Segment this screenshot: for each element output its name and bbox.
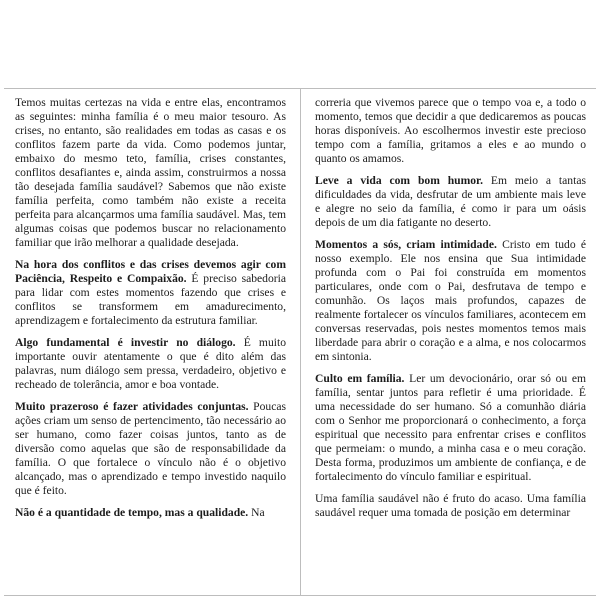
left-column [15, 96, 286, 528]
text-worship: Ler um devocionário, orar só ou em família, sentar juntos para refletir é uma prioridade. É uma necessidade do ser humano. Só a comunhão diária com o Senhor me proporcionará o conhecimento, a força espiritual que necessito para enfrentar crises e conflitos que permeiam: o mundo, a minha casa e o meu coração. Desta forma, produzimos um ambiente de confiança, e de fortalecimento do vínculo familiar e espiritual. [315, 372, 587, 483]
heading-activities: Muito prazeroso é fazer atividades conjuntas. [15, 400, 249, 413]
text-intimacy: Cristo em tudo é nosso exemplo. Ele nos ensina que Sua intimidade profunda com o Pai foi construída em momentos particulares, onde com o Pai, desfrutava de tempo e comunhão. Os laços mais profundos, capazes de realmente fortalecer os vínculos familiares, acontecem em conversas reservadas, pois nestes momentos temos mais liberdade para abrir o coração e a alma, e nos colocarmos em sintonia. [315, 238, 586, 363]
heading-dialogue: Algo fundamental é investir no diálogo. [15, 336, 236, 349]
paragraph-intimacy [315, 238, 586, 364]
paragraph-activities [15, 400, 286, 498]
intro-paragraph: Temos muitas certezas na vida e entre elas, encontramos as seguintes: minha família é o meu maior tesouro. As crises, no entanto, são realidades em todas as casas e os conflitos fazem parte da vida. Como podemos juntar, embaixo do mesmo teto, família, crises constantes, conflitos desafiantes e, ainda assim, construirmos a nossa tão desejada família saudável? Sabemos que não existe família perfeita, como também não existe a receita perfeita para alcançarmos uma família saudável. Mas, tem algumas coisas que podemos buscar no relacionamento familiar que irão melhorar a qualidade desejada. [15, 96, 286, 249]
text-quality-time: Na [248, 506, 265, 519]
text-conflicts: É preciso sabedoria para lidar com estes momentos fazendo que crises e conflitos se transformem em amadurecimento, aprendizagem e fortalecimento da estrutura familiar. [15, 272, 286, 327]
text-activities: Poucas ações criam um senso de pertencimento, tão necessário ao ser humano, como fazer coisas juntos, tanto as de diversão como aquelas que são de responsabilidade da família. O que fortalece o vínculo não é o objetivo alcançado, mas o aprendizado e tempo investido naquilo que é feito. [15, 400, 287, 497]
heading-worship: Culto em família. [315, 372, 405, 385]
heading-intimacy: Momentos a sós, criam intimidade. [315, 238, 497, 251]
text-humor: Em meio a tantas dificuldades da vida, desfrutar de um ambiente mais leve e alegre no seio da família, é como ir para um oásis depois de um dia fatigante no deserto. [315, 174, 586, 229]
paragraph-quality-time [15, 506, 286, 520]
heading-quality-time: Não é a quantidade de tempo, mas a qualidade. [15, 506, 249, 519]
paragraph-quality-time-continued: correria que vivemos parece que o tempo voa e, a todo o momento, temos que decidir a que dedicaremos as poucas horas disponíveis. Ao escolhermos investir este precioso tempo com a família, gritamos a eles e ao mundo o quanto os amamos. [315, 96, 586, 165]
heading-conflicts: Na hora dos conflitos e das crises devemos agir com Paciência, Respeito e Compaixão. [15, 258, 286, 285]
heading-humor: Leve a vida com bom humor. [315, 174, 484, 187]
column-divider [300, 88, 301, 596]
text-dialogue: É muito importante ouvir atentamente o que é dito além das palavras, num diálogo sem pressa, verdadeiro, objetivo e recheado de tolerância, amor e boa vontade. [15, 336, 286, 391]
right-column [315, 96, 586, 528]
paragraph-conflicts [15, 258, 286, 328]
paragraph-dialogue [15, 336, 286, 392]
paragraph-conclusion: Uma família saudável não é fruto do acaso. Uma família saudável requer uma tomada de posição em determinar [315, 492, 586, 519]
paragraph-humor [315, 174, 586, 230]
paragraph-worship [315, 372, 586, 484]
